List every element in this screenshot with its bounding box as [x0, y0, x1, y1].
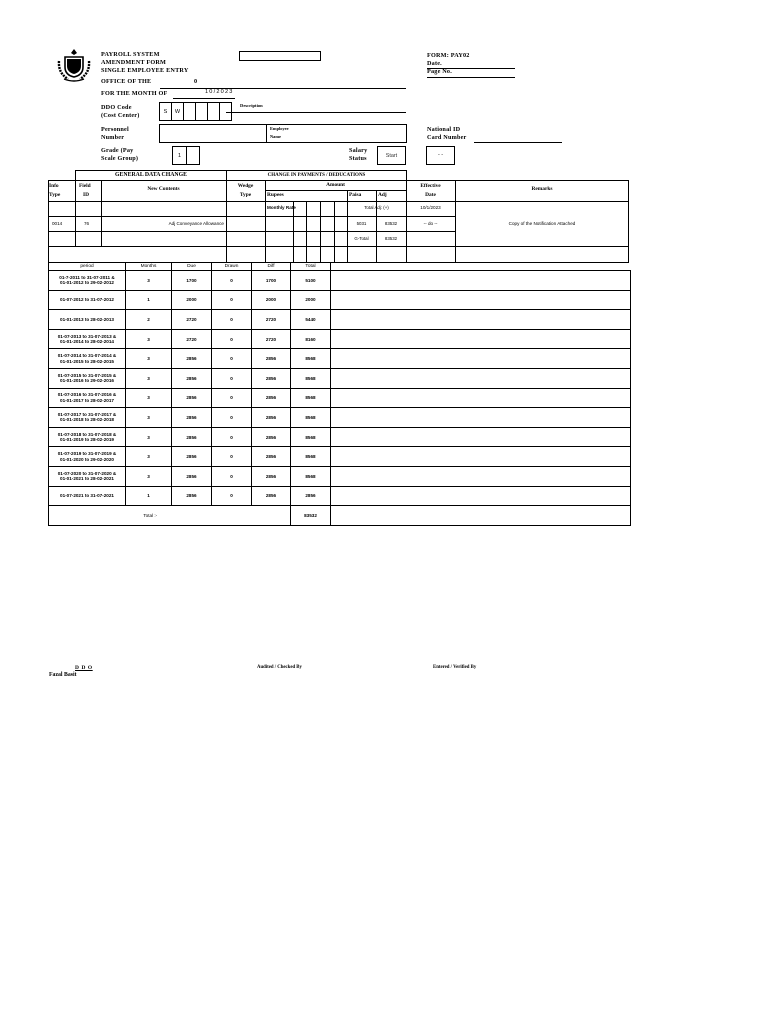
arrears-due-cell[interactable]: 2720: [172, 310, 212, 330]
arrears-total-cell[interactable]: 8568: [291, 427, 331, 447]
arrears-drawn-cell[interactable]: 0: [212, 408, 252, 428]
arrears-period-cell[interactable]: 01-07-2018 to 31-07-2018 & 01-01-2019 to 28-02-2019: [49, 427, 126, 447]
grade-input[interactable]: 1: [172, 146, 187, 165]
g-total-label: G-Total: [354, 236, 369, 241]
entry-type-title: SINGLE EMPLOYEE ENTRY: [101, 67, 189, 74]
system-title: PAYROLL SYSTEM: [101, 51, 160, 58]
arrears-remarks-cell: [331, 427, 631, 447]
description-label: Description: [240, 103, 263, 108]
due-header: Due: [172, 263, 212, 271]
arrears-row: [49, 447, 631, 467]
paisa-value[interactable]: 5031: [356, 221, 367, 226]
form-title: AMENDMENT FORM: [101, 59, 167, 66]
arrears-period-cell[interactable]: 01-07-2019 to 31-07-2019 & 01-01-2020 to 29-02-2020: [49, 447, 126, 467]
arrears-due-cell[interactable]: 2720: [172, 329, 212, 349]
general-data-change-header: GENERAL DATA CHANGE: [75, 170, 227, 181]
arrears-remarks-cell: [331, 329, 631, 349]
salary-status-label: Status: [349, 155, 367, 162]
office-label: OFFICE OF THE: [101, 78, 152, 85]
arrears-total-remarks: [331, 506, 631, 526]
arrears-row: [49, 349, 631, 369]
arrears-row: [49, 388, 631, 408]
payments-deductions-header: CHANGE IN PAYMENTS / DEDUCATIONS: [226, 170, 407, 181]
date-label: Date.: [427, 60, 442, 67]
arrears-months-cell[interactable]: 1: [126, 486, 172, 506]
amount-header: Amount: [326, 182, 345, 188]
arrears-remarks-cell: [331, 486, 631, 506]
arrears-due-cell[interactable]: 2000: [172, 290, 212, 310]
rupees-header: Rupees: [267, 192, 284, 198]
ddo-char-box: W: [171, 102, 184, 121]
paisa-header: Paisa: [349, 192, 362, 198]
arrears-period-cell[interactable]: 01-07-2015 to 31-07-2015 & 01-01-2016 to 29-02-2016: [49, 368, 126, 388]
arrears-total-cell[interactable]: 8568: [291, 447, 331, 467]
ddo-name: Fazal Basit: [49, 672, 77, 678]
arrears-diff-cell[interactable]: 2720: [252, 329, 291, 349]
wedge-type-header: Wedge Type: [237, 183, 254, 198]
arrears-row: [49, 408, 631, 428]
arrears-total-gap: [252, 506, 291, 526]
personnel-label: Personnel: [101, 126, 129, 133]
arrears-remarks-cell: [331, 408, 631, 428]
arrears-diff-cell[interactable]: 2856: [252, 447, 291, 467]
arrears-period-cell[interactable]: 01-07-2013 to 31-07-2013 & 01-01-2014 to 28-02-2014: [49, 329, 126, 349]
nic-input-line[interactable]: [474, 142, 562, 143]
arrears-months-cell[interactable]: 3: [126, 388, 172, 408]
arrears-diff-cell[interactable]: 2720: [252, 310, 291, 330]
arrears-due-cell[interactable]: 2856: [172, 486, 212, 506]
arrears-period-cell[interactable]: 01-07-2016 to 31-07-2016 & 01-01-2017 to 28-02-2017: [49, 388, 126, 408]
drawn-header: Drawn: [212, 263, 252, 271]
arrears-drawn-cell[interactable]: 0: [212, 271, 252, 291]
arrears-total-cell[interactable]: 8568: [291, 388, 331, 408]
arrears-row: [49, 271, 631, 291]
arrears-drawn-cell[interactable]: 0: [212, 310, 252, 330]
arrears-due-cell[interactable]: 2856: [172, 408, 212, 428]
adj-value[interactable]: 83532: [384, 221, 398, 226]
arrears-row: [49, 466, 631, 486]
arrears-months-cell[interactable]: 1: [126, 290, 172, 310]
arrears-row: [49, 329, 631, 349]
arrears-total-value: 83532: [291, 506, 331, 526]
office-value: 0: [194, 78, 198, 85]
arrears-drawn-cell[interactable]: 0: [212, 466, 252, 486]
month-value[interactable]: 10/2023: [205, 89, 234, 95]
arrears-months-cell[interactable]: 3: [126, 329, 172, 349]
page-number-label: Page No.: [427, 68, 452, 75]
months-header: Months: [126, 263, 172, 271]
arrears-total-cell[interactable]: 8568: [291, 408, 331, 428]
arrears-period-cell[interactable]: 01-07-2012 to 31-07-2012: [49, 290, 126, 310]
remarks-header: Remarks: [531, 186, 553, 192]
arrears-drawn-cell[interactable]: 0: [212, 388, 252, 408]
arrears-remarks-cell: [331, 290, 631, 310]
government-emblem-logo: [56, 47, 92, 83]
grade-input-box-2[interactable]: [186, 146, 200, 165]
arrears-diff-cell[interactable]: 2856: [252, 388, 291, 408]
arrears-row: [49, 427, 631, 447]
arrears-row: [49, 310, 631, 330]
national-id-label: National ID: [427, 126, 461, 133]
info-type-value[interactable]: 0014: [52, 221, 63, 226]
salary-label: Salary: [349, 147, 368, 154]
effective-date-value[interactable]: 10/1/2023: [420, 205, 441, 210]
employee-label: Employee: [270, 126, 289, 131]
arrears-diff-cell[interactable]: 2856: [252, 368, 291, 388]
arrears-drawn-cell[interactable]: 0: [212, 486, 252, 506]
diff-header: Diff: [252, 263, 291, 271]
arrears-total-cell[interactable]: 8160: [291, 329, 331, 349]
arrears-months-cell[interactable]: 3: [126, 466, 172, 486]
arrears-total-label: Total :-: [49, 506, 252, 526]
form-code: FORM: PAY02: [427, 52, 470, 59]
arrears-period-cell[interactable]: 01-07-2020 to 31-07-2020 & 01-01-2021 to 28-02-2021: [49, 466, 126, 486]
arrears-drawn-cell[interactable]: 0: [212, 329, 252, 349]
arrears-period-cell[interactable]: 01-07-2014 to 31-07-2014 & 01-01-2015 to 28-02-2015: [49, 349, 126, 369]
month-label: FOR THE MONTH OF: [101, 90, 168, 97]
arrears-diff-cell[interactable]: 2856: [252, 349, 291, 369]
new-contents-header: New Contents: [147, 186, 180, 192]
monthly-rate-label: Monthly Rate: [267, 205, 296, 210]
arrears-drawn-cell[interactable]: 0: [212, 368, 252, 388]
arrears-diff-cell[interactable]: 2856: [252, 486, 291, 506]
arrears-period-cell[interactable]: 01-07-2021 to 31-07-2021: [49, 486, 126, 506]
ddo-code-label: DDO Code: [101, 104, 132, 111]
info-type-header: Info Type: [49, 183, 61, 198]
arrears-diff-cell[interactable]: 2856: [252, 427, 291, 447]
arrears-header-row: [49, 263, 631, 271]
arrears-due-cell[interactable]: 1700: [172, 271, 212, 291]
arrears-row: [49, 486, 631, 506]
arrears-total-cell[interactable]: 8568: [291, 349, 331, 369]
field-id-header: Field ID: [79, 183, 91, 198]
scale-group-label: Scale Group): [101, 155, 139, 162]
arrears-months-cell[interactable]: 2: [126, 310, 172, 330]
arrears-drawn-cell[interactable]: 0: [212, 427, 252, 447]
grade-label: Grade (Pay: [101, 147, 134, 154]
arrears-remarks-cell: [331, 271, 631, 291]
top-header-box[interactable]: [239, 51, 321, 61]
arrears-months-cell[interactable]: 3: [126, 271, 172, 291]
arrears-months-cell[interactable]: 3: [126, 349, 172, 369]
arrears-remarks-cell: [331, 447, 631, 467]
personnel-number-label: Number: [101, 134, 125, 141]
arrears-diff-cell[interactable]: 2000: [252, 290, 291, 310]
total-header: Total: [291, 263, 331, 271]
g-total-value: 83532: [384, 236, 398, 241]
arrears-drawn-cell[interactable]: 0: [212, 447, 252, 467]
arrears-table: [48, 262, 631, 526]
adj-header: Adj: [378, 192, 387, 198]
arrears-due-cell[interactable]: 2856: [172, 447, 212, 467]
arrears-due-cell[interactable]: 2856: [172, 388, 212, 408]
arrears-diff-cell[interactable]: 2856: [252, 466, 291, 486]
period-header: period: [49, 263, 126, 271]
arrears-blank-header: [331, 263, 631, 271]
cost-center-label: (Cost Center): [101, 112, 140, 119]
arrears-period-cell[interactable]: 01-7-2011 to 31-07-2011 & 01-01-2012 to 29-02-2012: [49, 271, 126, 291]
arrears-total-cell[interactable]: 2000: [291, 290, 331, 310]
arrears-total-cell[interactable]: 8568: [291, 466, 331, 486]
total-adj-label: Total Adj: (+): [364, 205, 389, 210]
employee-name-label: Name: [270, 134, 281, 139]
arrears-due-cell[interactable]: 2856: [172, 368, 212, 388]
arrears-due-cell[interactable]: 2856: [172, 427, 212, 447]
ddo-code-input[interactable]: [159, 102, 231, 121]
arrears-diff-cell[interactable]: 2856: [252, 408, 291, 428]
arrears-remarks-cell: [331, 388, 631, 408]
arrears-months-cell[interactable]: 3: [126, 408, 172, 428]
arrears-months-cell[interactable]: 3: [126, 427, 172, 447]
arrears-remarks-cell: [331, 310, 631, 330]
salary-status-input[interactable]: Start: [377, 146, 406, 165]
arrears-period-cell[interactable]: 01-01-2013 to 28-02-2013: [49, 310, 126, 330]
card-number-label: Card Number: [427, 134, 467, 141]
audited-checked-by: Audited / Checked By: [257, 665, 302, 670]
effective-date-header: Effective Date: [420, 183, 441, 198]
arrears-remarks-cell: [331, 466, 631, 486]
arrears-total-cell[interactable]: 2856: [291, 486, 331, 506]
arrears-total-cell[interactable]: 8568: [291, 368, 331, 388]
arrears-remarks-cell: [331, 368, 631, 388]
ddo-signature-label: D D O: [75, 665, 93, 671]
arrears-due-cell[interactable]: 2856: [172, 466, 212, 486]
arrears-row: [49, 368, 631, 388]
arrears-total-cell[interactable]: 5440: [291, 310, 331, 330]
arrears-row: [49, 290, 631, 310]
new-contents-value[interactable]: Adj Conveyance Allowance: [168, 221, 224, 226]
arrears-months-cell[interactable]: 3: [126, 368, 172, 388]
arrears-total-cell[interactable]: 5100: [291, 271, 331, 291]
entered-verified-by: Entered / Verified By: [433, 665, 477, 670]
nic-dash-box[interactable]: - -: [426, 146, 455, 165]
effective-date-ditto[interactable]: -- do --: [423, 221, 438, 226]
arrears-period-cell[interactable]: 01-07-2017 to 31-07-2017 & 01-01-2018 to 28-02-2018: [49, 408, 126, 428]
arrears-remarks-cell: [331, 349, 631, 369]
ddo-char-box: S: [159, 102, 172, 121]
arrears-total-row: [49, 506, 631, 526]
arrears-diff-cell[interactable]: 1700: [252, 271, 291, 291]
arrears-months-cell[interactable]: 3: [126, 447, 172, 467]
remarks-value[interactable]: Copy of the Notification Attached: [508, 221, 576, 226]
arrears-drawn-cell[interactable]: 0: [212, 290, 252, 310]
arrears-due-cell[interactable]: 2856: [172, 349, 212, 369]
field-id-value[interactable]: 76: [84, 221, 90, 226]
arrears-drawn-cell[interactable]: 0: [212, 349, 252, 369]
